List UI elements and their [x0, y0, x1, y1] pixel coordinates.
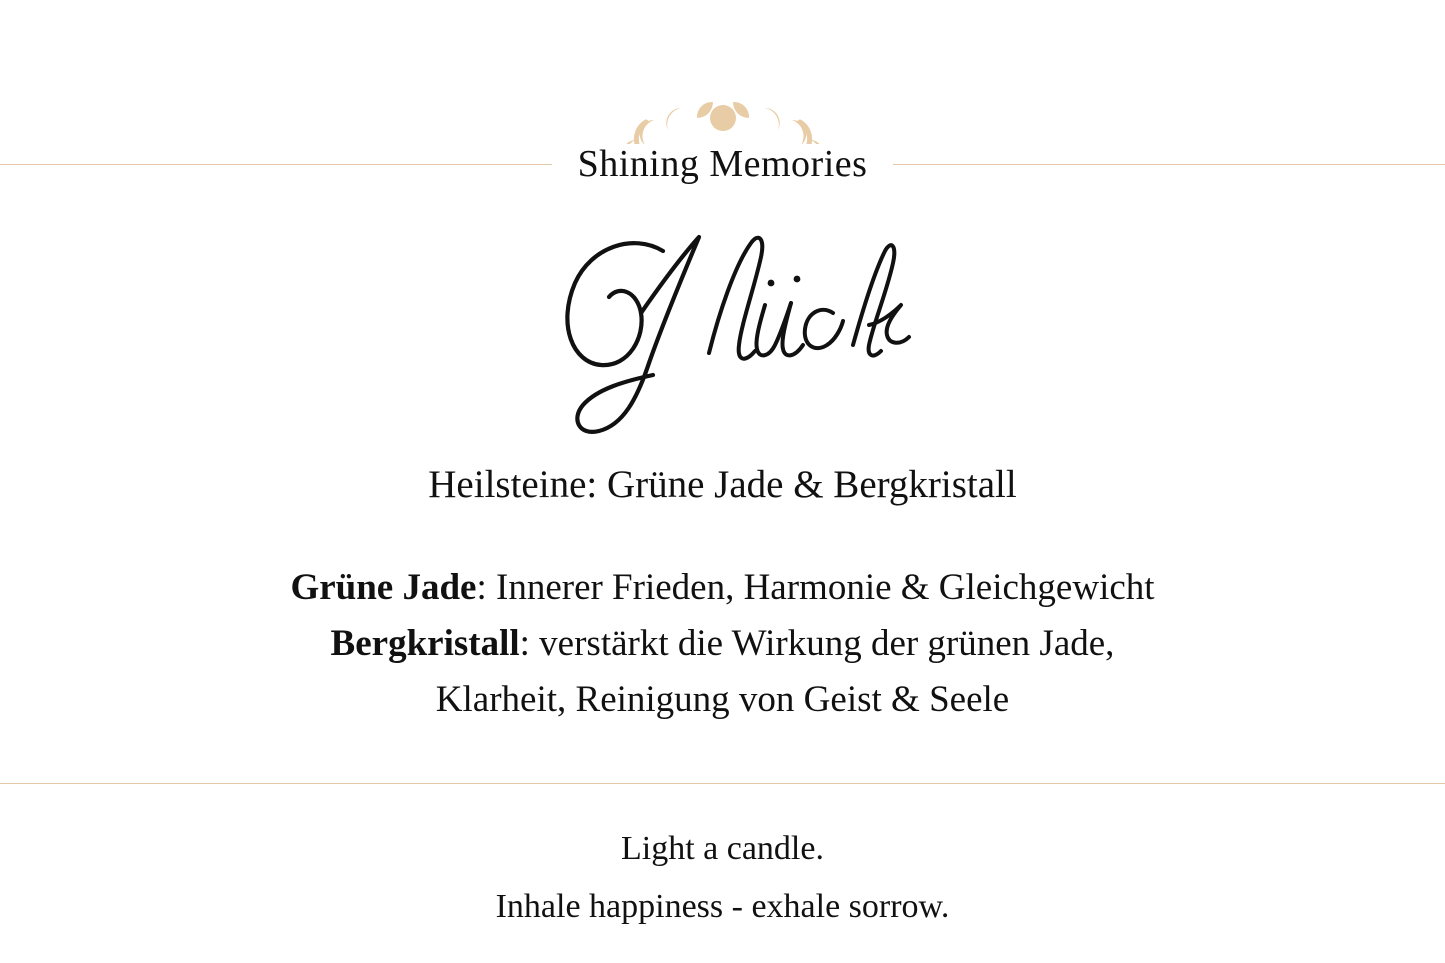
brand-header-row	[0, 138, 1445, 190]
brand-name: Shining Memories	[577, 143, 868, 185]
detail-line	[0, 560, 1445, 616]
detail-line	[0, 616, 1445, 672]
script-title-glyphs	[513, 213, 933, 443]
footer-line-2: Inhale happiness - exhale sorrow.	[495, 888, 950, 926]
divider-right	[893, 164, 1445, 165]
detail-text: Klarheit, Reinigung von Geist & Seele	[435, 679, 1010, 721]
moon-phase-arc-icon	[0, 48, 1445, 144]
detail-text: : Innerer Frieden, Harmonie & Gleichgewicht	[476, 567, 1155, 608]
healing-stones-line: Heilsteine: Grüne Jade & Bergkristall	[428, 463, 1017, 506]
detail-label: Grüne Jade	[290, 567, 477, 608]
divider-left	[0, 164, 552, 165]
divider-bottom	[0, 783, 1445, 784]
footer-line-1: Light a candle.	[621, 830, 824, 867]
detail-label: Bergkristall	[330, 623, 520, 665]
footer-text	[0, 820, 1445, 937]
detail-line	[0, 672, 1445, 728]
script-title	[0, 205, 1445, 450]
detail-text: : verstärkt die Wirkung der grünen Jade,	[519, 623, 1115, 665]
stone-details	[0, 560, 1445, 729]
